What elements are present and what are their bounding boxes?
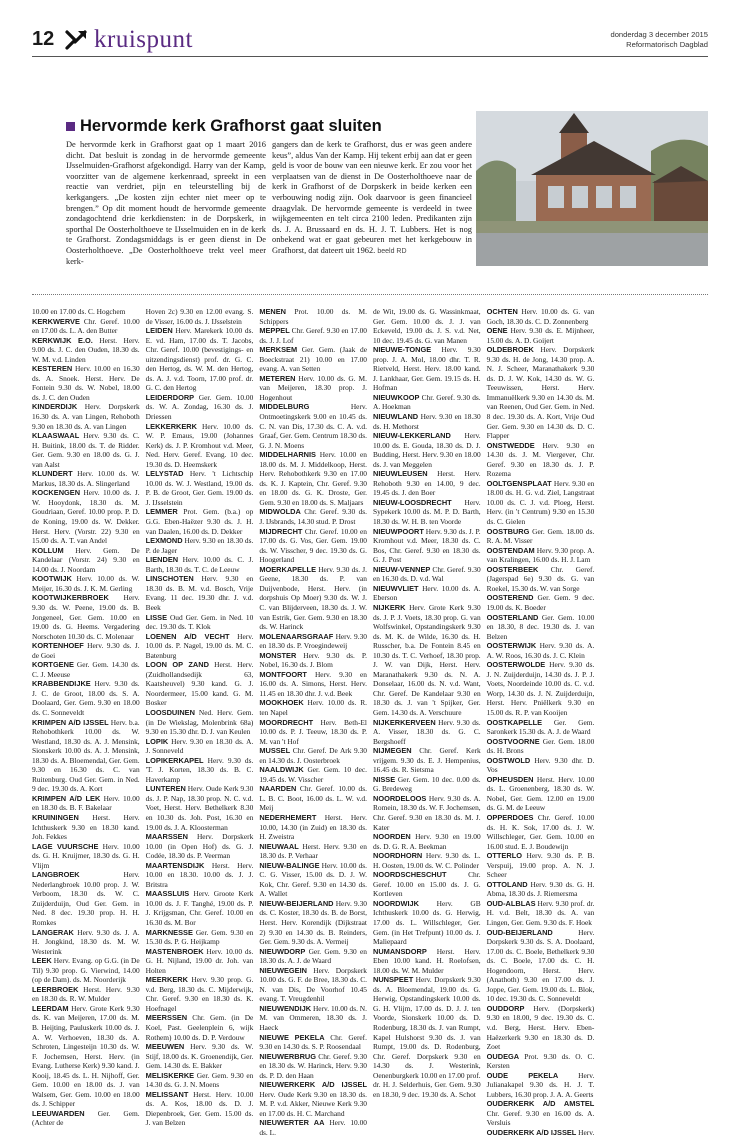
listing-entry: MOERKAPELLE Herv. 9.30 ds. J. Geene, 18.30 ds. P. van Duijvenbode, Herst. Herv. (in dorpshuis Op Moer) 9.30 ds. W. J. C. van Blijderveen, 18.30 ds. J. W. van Estrik, Ger. Gem. 9.30 en 18.30 ds. W. Harinck <box>259 564 367 632</box>
listing-place: MOORDRECHT <box>259 717 314 727</box>
listing-entry: NIEUW-LEKKERLAND Herv. 10.00 ds. E. Gouda, 18.30 ds. D. J. Budding, Herst. Herv. 9.30 en 18.00 ds. J. van Meggelen <box>372 431 481 469</box>
listing-entry: OLDEBROEK Herv. Dorpskerk 9.30 ds. H. de Jong, 14.30 prop. A. N. J. Scheer, Maranathakerk 9.30 ds. D. J. W. Kok, 14.30 ds. W. G. Teeuwissen, Herst. Herv. Immanuëlkerk 9.30 en 14.30 ds. M. van Reenen, Oud Ger. Gem. in Ned. 8 dec. 19.30 ds. A. Kort, Vrije Oud Ger. Gem. 9.30 en 14.30 ds. D. C. Flapper <box>486 345 595 441</box>
listing-entry: NOORDELOOS Herv. 9.30 ds. A. Romein, 18.30 ds. W. F. Jochemsen, Chr. Geref. 9.30 en 18.30 ds. M. J. Kater <box>372 793 481 832</box>
listing-place: NIEUW-VENNEP <box>372 564 431 574</box>
listing-place: KERKWIJK E.O. <box>32 335 93 345</box>
listing-entry: NIJMEGEN Chr. Geref. Kerk vrijgem. 9.30 ds. E. J. Hempenius, 16.45 ds. R. Sietsma <box>372 746 481 775</box>
listing-entry: NIEUW-LOOSDRECHT Herv. Sypekerk 10.00 ds. M. P. D. Barth, 18.30 ds. W. H. B. ten Voorde <box>372 497 481 527</box>
header-divider <box>32 56 708 57</box>
listing-place: KORTGENE <box>32 660 74 670</box>
church-photo <box>476 111 708 266</box>
listing-entry: OOSTENDAM Herv. 9.30 prop. A. van Kralingen, 16.00 ds. H. J. Lam <box>486 545 595 565</box>
article-title: Hervormde kerk Grafhorst gaat sluiten <box>80 117 382 135</box>
listing-place: OTTOLAND <box>486 879 528 889</box>
listing-place: MAASSLUIS <box>145 889 190 899</box>
listing-place: NIJKERK <box>372 602 406 612</box>
listing-place: NOORDHORN <box>372 851 423 861</box>
listing-place: NIEUW-BEIJERLAND <box>259 898 334 908</box>
listing-entry: LEKKERKERK Herv. 10.00 ds. W. P. Emaus, 19.00 (Johannes Kerk) ds. J. P. Kromhout v.d. Meer, Ned. Herv. Geref. Evang. 10 dec. 19.30 ds. D. Heemskerk <box>145 421 254 469</box>
article-text-1: De hervormde kerk in Grafhorst gaat op 1 maart 2016 dicht. Dat besluit is zondag in de hervormde gemeente IJsselmuiden-Grafhorst afgekondigd. Harry van der Kamp, voorzitter van de algemene kerkenraad, spreekt in een reactie van verdriet, pijn en teleurstelling bij de kerkgangers. „De kosten zijn echter niet meer op te brengen.” Op dit moment houdt de hervormde gemeente zondagochtend drie kerkdiensten: in de Dorpskerk, in sporthal De Oosterholthoeve te IJsselmuiden en in de kerk te Grafhorst. Zondagsmiddags is er geen dienst in De Oosterholthoeve. „De Oosterholthoeve trekt veel meer kerk- <box>66 140 266 266</box>
listing-entry: MIJDRECHT Chr. Geref. 10.00 en 17.00 ds. G. Vos, Ger. Gem. 19.00 ds. W. Visscher, 9 dec. 19.30 ds. G. Hoogerland <box>259 526 367 565</box>
listing-entry: KLAASWAAL Herv. 9.30 ds. C. H. Buitink, 18.00 ds. T. de Ridder. Ger. Gem. 9.30 en 18.00 ds. G. J. van Aalst <box>32 431 140 469</box>
listing-entry: LEERDAM Herv. Grote Kerk 9.30 ds. K. van Meijeren, 17.00 ds. M. B. Heijting, Pauluskerk 10.00 ds. J. A. W. Verhoeven, 18.30 ds. A. Schroten, Lingesteijn 10.30 ds. W. F. Jochemsen, Herst. Herv. (in Evang. Lutherse Kerk) 9.30 kand. J. Kooij, 18.45 ds. L. H. Nijhoff, Ger. Gem. 10.00 en 18.00 ds. J. van Walsem, Ger. Gem. 10.00 en 18.00 ds. J. Schipper <box>32 1003 140 1109</box>
listing-entry: OOSTERWOLDE Herv. 9.30 ds. J. N. Zuijderduijn, 14.30 ds. J. P. J. Voets, Noordeinde 10.00 ds. C. v.d. Worp, 14.30 ds. J. N. Zuijderduijn, Herst. Herv. Pniëlkerk 9.30 en 15.00 ds. R. P. van Kooijen <box>486 660 595 717</box>
listing-place: NIEUW-LOOSDRECHT <box>372 497 452 507</box>
listing-entry: MERKSEM Ger. Gem. (Jaak de Boeckstraat 21) 10.00 en 17.00 evang. A. van Setten <box>259 345 367 374</box>
listing-entry: MONTFOORT Herv. 9.30 en 16.00 ds. A. Simons, Herst. Herv. 11.45 en 18.30 dhr. J. v.d. Beek <box>259 669 367 698</box>
listing-entry: KRIMPEN A/D LEK Herv. 10.00 en 18.30 ds. B. F. Bakelaar <box>32 793 140 813</box>
listing-place: METEREN <box>259 373 296 383</box>
listing-place: LANGBROEK <box>32 870 80 880</box>
listing-place: MIJDRECHT <box>259 526 303 536</box>
listing-entry: MELISKERKE Ger. Gem. 9.30 en 14.30 ds. G. J. N. Moens <box>145 1070 254 1090</box>
listing-place: OOSTEREND <box>486 593 534 603</box>
listing-place: LOPIKERKAPEL <box>145 755 204 765</box>
listing-entry: NIEUWERTER AA Herv. 10.00 ds. L. <box>259 1118 367 1138</box>
listing-place: NOORDSCHESCHUT <box>372 870 447 880</box>
listing-entry: MARKNESSE Ger. Gem. 9.30 en 15.30 ds. P. G. Heijkamp <box>145 927 254 947</box>
listing-entry: OENE Herv. 9.30 ds. E. Mijnheer, 15.00 ds. A. D. Goijert <box>486 326 595 345</box>
listing-entry: KERKWIJK E.O. Herst. Herv. 9.00 ds. J. C. den Ouden, 18.30 ds. W. M. v.d. Linden <box>32 335 140 364</box>
listing-entry: KERKWERVE Chr. Geref. 10.00 en 17.00 ds. L. A. den Butter <box>32 316 140 336</box>
page-number: 12 <box>32 28 55 50</box>
listing-place: KORTENHOEF <box>32 641 84 651</box>
listing-entry: KESTEREN Herv. 10.00 en 16.30 ds. A. Snoek. Herst. Herv. De Fontein 9.30 ds. W. Nobel, 18.00 ds. J. C. den Ouden <box>32 364 140 402</box>
listing-place: LEKKERKERK <box>145 421 197 431</box>
listing-place: OOSTERWIJK <box>486 641 537 651</box>
listing-place: KERKWERVE <box>32 316 80 326</box>
listing-column-3 <box>259 307 367 1138</box>
listing-entry: NIEUW-BALINGE Herv. 10.00 ds. C. G. Visser, 15.00 ds. D. J. W. Kok, Chr. Geref. 9.30 en 14.30 ds. A. Wallet <box>259 860 367 899</box>
listing-entry: MOORDRECHT Herv. Beth-El 10.00 ds. P. J. Teeuw, 18.30 ds. P. M. van 't Hof <box>259 717 367 746</box>
listing-place: NIEUWE-TONGE <box>372 345 432 355</box>
listing-entry: NIEUWENDIJK Herv. 10.00 ds. N. M. van Ommeren, 18.30 ds. J. Haeck <box>259 1003 367 1033</box>
listing-entry: NIEUWPOORT Herv. 9.30 ds. J. P. Kromhout v.d. Meer, 18.30 ds. C. Bos, Chr. Geref. 9.30 en 18.30 ds. G. J. Post <box>372 526 481 565</box>
listing-entry: MENEN Prot. 10.00 ds. M. Schippers <box>259 307 367 326</box>
listing-place: LUNTEREN <box>145 784 186 794</box>
listing-entry: KRABBENDIJKE Herv. 9.30 ds. J. C. de Groot, 18.00 ds. S. A. Doolaard, Ger. Gem. 9.30 en 18.00 ds. C. Sonneveldt <box>32 679 140 717</box>
listing-place: OUD-BEIJERLAND <box>486 927 553 937</box>
listing-entry: KORTGENE Ger. Gem. 14.30 ds. C. J. Meeuse <box>32 660 140 679</box>
listing-entry: OOLTGENSPLAAT Herv. 9.30 en 18.00 ds. H. G. v.d. Ziel, Langstraat 10.00 ds. C. J. v.d. Ploeg, Herst. Herv. (in 't Centrum) 9.30 en 15.30 ds. C. Gielen <box>486 478 595 527</box>
listing-entry: NAARDEN Chr. Geref. 10.00 ds. L. B. C. Boot, 16.00 ds. L. W. v.d. Meij <box>259 784 367 813</box>
article-text-2 <box>272 140 472 258</box>
listing-entry: KOLLUM Herv. Gem. De Kandelaar (Vorstr. 24) 9.30 en 14.00 ds. J. Noordam <box>32 545 140 574</box>
listing-entry: OOSTERBEEK Chr. Geref. (Jagerspad 6e) 9.30 ds. G. van Roekel, 15.30 ds. W. van Sorge <box>486 564 595 593</box>
listing-place: MOOKHOEK <box>259 698 304 708</box>
listing-entry: Hoven 2c) 9.30 en 12.00 evang. S. de Visser, 16.00 ds. J. IJsselstein <box>145 307 254 326</box>
article-column-2 <box>272 140 472 258</box>
listing-place: NIEUWERBRUG <box>259 1051 316 1061</box>
listing-place: OOSTENDAM <box>486 545 535 555</box>
listing-place: NIJKERKERVEEN <box>372 717 436 727</box>
listing-entry: NIEUWVLIET Herv. 10.00 ds. A. Eberson <box>372 583 481 603</box>
listing-place: LEERDAM <box>32 1003 69 1013</box>
listing-place: ONSTWEDDE <box>486 440 535 450</box>
listing-place: MIDDELHARNIS <box>259 450 316 460</box>
listing-place: LELYSTAD <box>145 469 184 479</box>
listing-entry: NUNSPEET Herv. Dorpskerk 9.30 ds. A. Bloemendal, 19.00 ds. G. Herwig, Opstandingskerk 10.00 ds. G. H. Vlijm, 17.00 ds. D. J. J. ten Voorde, Sionskerk 10.00 ds. D. Rodenburg, 18.30 ds. J. van Rumpt, Kapel Hulshorst 9.30 ds. J. van Rumpt, 19.00 ds. D. Rodenburg, Chr. Geref. Dorpskerk 9.30 en 14.30 ds. J. Westerink, Oenenburgkerk 10.00 en 17.00 prof. dr. H. J. Selderhuis, Ger. Gem. 9.30 en 18.30, 9 dec. 19.30 ds. A. Schot <box>372 975 481 1099</box>
section-title: kruispunt <box>94 26 193 53</box>
listing-place: MAARSSEN <box>145 832 188 842</box>
listing-place: MASTENBROEK <box>145 946 204 956</box>
listing-entry: LUNTEREN Herv. Oude Kerk 9.30 ds. J. P. Nap, 18.30 prop. N. C. v.d. Voet, Herst. Herv. Bethelkerk 8.30 en 10.30 ds. Joh. Post, 16.30 en 19.00 ds. J. A. Kloosterman <box>145 784 254 832</box>
listing-entry: KOOTWIJKERBROEK Herv. 9.30 ds. W. Peene, 19.00 ds. B. Jongeneel, Ger. Gem. 10.00 en 19.00 ds. G. Heems. Vergadering Norschoten 10.30 ds. C. Molenaar <box>32 593 140 641</box>
listing-entry: NIEUWKOOP Chr. Geref. 9.30 ds. A. Hoekman <box>372 392 481 412</box>
listing-place: MEERSSEN <box>145 1013 188 1023</box>
listing-place: LOPIK <box>145 736 169 746</box>
listing-place: OTTERLO <box>486 851 522 861</box>
listing-place: KESTEREN <box>32 364 73 374</box>
listing-entry: MEPPEL Chr. Geref. 9.30 en 17.00 ds. J. J. Lof <box>259 326 367 345</box>
listing-entry: 10.00 en 17.00 ds. C. Hogchem <box>32 307 126 316</box>
listing-entry: KRUININGEN Herst. Herv. Ichthuskerk 9.30 en 18.30 kand. Joh. Fekkes <box>32 812 140 842</box>
listing-place: OLDEBROEK <box>486 345 534 355</box>
header-meta <box>610 30 708 50</box>
section-divider <box>32 294 708 295</box>
listing-place: MEEUWEN <box>145 1042 185 1052</box>
listing-entry: NISSE Ger. Gem. 10 dec. 0.00 ds. G. Bredeweg <box>372 774 481 794</box>
listing-entry: MIDDELHARNIS Herv. 10.00 en 18.00 ds. M. J. Middelkoop, Herst. Herv. Rehobothkerk 9.30 en 17.00 ds. K. J. Kaptein, Chr. Geref. 9.30 en 18.00 ds. G. K. Droste, Ger. Gem. 9.30 en 18.00 ds. S. Maljaars <box>259 450 367 507</box>
listing-place: LISSE <box>145 612 168 622</box>
listing-entry: MUSSEL Chr. Geref. De Ark 9.30 en 14.30 ds. J. Oosterbroek <box>259 746 367 765</box>
listing-entry: KLUNDERT Herv. 10.00 ds. W. Markus, 18.30 ds. A. Slingerland <box>32 469 140 488</box>
listing-place: NIEUWKOOP <box>372 392 420 402</box>
listing-place: OOSTERBEEK <box>486 564 539 574</box>
listing-entry: LANGERAK Herv. 9.30 ds. J. A. H. Jongkind, 18.30 ds. M. W. Westerink <box>32 927 140 956</box>
listing-entry: NIEUWE PEKELA Chr. Geref. 9.30 en 14.30 ds. S. P. Roosendaal <box>259 1032 367 1052</box>
listing-place: OUDDORP <box>486 1003 525 1013</box>
listing-entry: LANGBROEK Herv. Nederlangbroek 10.00 prop. J. W. Verboom, 18.30 ds. W. C. Zuijderduijn, Oud Ger. Gem. in Ned. 8 dec. 19.30 prop. H. H. Romkes <box>32 870 140 927</box>
listing-place: OOSTBURG <box>486 526 530 536</box>
listing-entry: KINDERDIJK Herv. Dorpskerk 16.30 ds. A. van Lingen, Rehoboth 9.30 en 18.30 ds. A. van Lingen <box>32 402 140 431</box>
listing-place: NIEUWENDIJK <box>259 1003 312 1013</box>
listing-place: NIEUWLEUSEN <box>372 469 428 479</box>
listing-entry: LOPIK Herv. 9.30 en 18.30 ds. A. J. Sonneveld <box>145 736 254 756</box>
listing-place: LINSCHOTEN <box>145 574 194 584</box>
listing-place: NIEUWEGEIN <box>259 965 307 975</box>
listing-entry: NOORDHORN Herv. 9.30 ds. L. H. Oosten, 19.00 ds. W. C. Polinder <box>372 851 481 870</box>
issue-date: donderdag 3 december 2015 <box>610 30 708 39</box>
listing-entry: METEREN Herv. 10.00 ds. G. M. van Meijeren, 18.30 prop. J. Hogenhout <box>259 373 367 402</box>
listing-entry: MIDWOLDA Chr. Geref. 9.30 ds. J. IJsbrands, 14.30 stud. P. Drost <box>259 507 367 527</box>
listing-place: LOOSDUINEN <box>145 707 195 717</box>
listing-place: MERKSEM <box>259 345 298 355</box>
listing-entry: OPHEUSDEN Herst. Herv. 10.00 ds. L. Groenenberg, 18.30 ds. W. Nobel, Ger. Gem. 12.00 en 19.00 ds. G. M. de Leeuw <box>486 774 595 813</box>
church-service-listing <box>32 307 708 1138</box>
listing-entry: KOCKENGEN Herv. 10.00 ds. J. W. Hooydonk, 18.30 ds. M. Goudriaan, Geref. 10.00 prop. P. D. de Koning, 19.00 ds. W. Dekker. Herst. Herv. (Vorstr. 22) 9.30 en 15.00 ds. A. T. van Andel <box>32 488 140 546</box>
listing-entry: NIJKERK Herv. Grote Kerk 9.30 ds. J. P. J. Voets, 18.30 prop. G. van Wolfswinkel, Opstandingskerk 9.30 ds. M. K. de Wilde, 16.30 ds. H. Russcher, b.a. De Fontein 8.45 en 10.30 ds. T. C. Verhoef, 18.30 prop. J. W. van Dijk, Herst. Herv. Maranathakerk 9.30 ds. N. A. Donselaar, 16.00 ds. N. v.d. Want, Chr. Geref. De Kandelaar 9.30 en 18.30 ds. J. van 't Spijker, Ger. Gem. 14.30 ds. A. Verschuure <box>372 602 481 717</box>
listing-entry: NIEUWDORP Ger. Gem. 9.30 en 18.30 ds. A. J. de Waard <box>259 946 367 966</box>
listing-entry: OOSTEREND Ger. Gem. 9 dec. 19.00 ds. K. Boeder <box>486 593 595 612</box>
listing-entry: MAASSLUIS Herv. Groote Kerk 10.00 ds. J. F. Tanghé, 19.00 ds. P. J. Krijgsman, Chr. Geref. 10.00 en 16.30 ds. M. Bor <box>145 889 254 927</box>
listing-entry: OUDEGA Prot. 9.30 ds. O. C. Kersten <box>486 1051 595 1071</box>
listing-entry: OUD-ALBLAS Herv. 9.30 prof. dr. H. v.d. Belt, 18.30 ds. A. van Lingen, Ger. Gem. 9.30 ds. F. Hoek <box>486 898 595 927</box>
listing-entry: LEXMOND Herv. 9.30 en 18.30 ds. P. de Jager <box>145 536 254 555</box>
listing-place: NISSE <box>372 774 396 784</box>
listing-place: MELISKERKE <box>145 1070 195 1080</box>
listing-entry: LOOSDUINEN Ned. Herv. Gem. (in De Wiekslag, Molenbrink 68a) 9.30 en 15.30 dhr. D. J. van Keulen <box>145 707 254 737</box>
listing-entry: NIEUWERBRUG Chr. Geref. 9.30 en 18.30 ds. W. Harinck, Herv. 9.30 ds. P. D. den Haan <box>259 1051 367 1080</box>
listing-entry: de Wit, 19.00 ds. G. Wassinkmaat, Ger. Gem. 10.00 ds. J. J. van Eckeveld, 19.00 ds. J. S. v.d. Net, 10 dec. 19.45 ds. G. van Manen <box>372 307 481 345</box>
listing-entry: MONSTER Herv. 9.30 ds. P. Nobel, 16.30 ds. J. Blom <box>259 650 367 670</box>
listing-entry: NEDERHEMERT Herst. Herv. 10.00, 14.30 (in Zuid) en 18.30 ds. H. Zweistra <box>259 812 367 842</box>
listing-entry: MIDDELBURG Herv. Ontmoetingskerk 9.00 en 10.45 ds. C. N. van Dis, 17.30 ds. C. A. v.d. Graaf, Ger. Gem. Centrum 18.30 ds. G. J. N. Moens <box>259 402 367 450</box>
listing-place: NIEUWERKERK A/D IJSSEL <box>259 1080 367 1090</box>
listing-place: MEPPEL <box>259 326 290 336</box>
listing-place: OPHEUSDEN <box>486 774 534 784</box>
listing-entry: NIEUWE-TONGE Herv. 9.30 prop. J. A. Mol, 18.00 dhr. T. R. Rietveld, Herst. Herv. 18.00 kand. J. Lankhaar, Ger. Gem. 19.15 ds. H. Hofman <box>372 345 481 393</box>
listing-entry: LEERBROEK Herst. Herv. 9.30 en 18.30 ds. R. W. Mulder <box>32 984 140 1004</box>
listing-entry: LOPIKERKAPEL Herv. 9.30 ds. 'T. J. Korten, 18.30 ds. B. C. Haverkamp <box>145 755 254 784</box>
listing-place: MIDDELBURG <box>259 402 310 412</box>
listing-entry: OUDE PEKELA Herv. Julianakapel 9.30 ds. H. J. T. Lubbers, 16.30 prop. J. A. A. Geerts <box>486 1070 595 1099</box>
listing-entry: MOLENAARSGRAAF Herv. 9.30 en 18.30 ds. P. Vroegindeweij <box>259 631 367 651</box>
listing-entry: OOSTKAPELLE Ger. Gem. Saronkerk 15.30 ds. A. J. de Waard <box>486 717 595 737</box>
listing-entry: KORTENHOEF Herv. 9.30 ds. J. de Goei <box>32 641 140 660</box>
listing-place: MOLENAARSGRAAF <box>259 631 334 641</box>
listing-place: NIEUWE PEKELA <box>259 1032 325 1042</box>
listing-place: KINDERDIJK <box>32 402 78 412</box>
listing-place: NEDERHEMERT <box>259 812 317 822</box>
listing-entry: ONSTWEDDE Herv. 9.30 en 14.30 ds. J. M. Viergever, Chr. Geref. 9.30 en 18.30 ds. J. P. Rozema <box>486 440 595 479</box>
listing-place: MOERKAPELLE <box>259 564 316 574</box>
listing-entry: OTTERLO Herv. 9.30 ds. P. B. Verspuij, 19.00 prop. A. N. J. Scheer <box>486 851 595 880</box>
listing-place: LEIDERDORP <box>145 392 195 402</box>
listing-place: NIEUWVLIET <box>372 583 419 593</box>
listing-place: LEEK <box>32 956 52 966</box>
listing-entry: NIEUWAAL Herst. Herv. 9.30 en 18.30 ds. P. Verhaar <box>259 841 367 861</box>
listing-entry: OUDERKERK A/D AMSTEL Chr. Geref. 9.30 en 16.00 ds. A. Versluis <box>486 1099 595 1128</box>
listing-entry: NIEUWERKERK A/D IJSSEL Herv. Oude Kerk 9.30 en 18.30 ds. M. P. v.d. Akker, Nieuwe Kerk 9.30 en 17.00 ds. H. C. Marchand <box>259 1080 367 1118</box>
listing-place: NOORDEN <box>372 832 411 842</box>
listing-entry: LEIDERDORP Ger. Gem. 10.00 ds. W. A. Zondag, 16.30 ds. J. Driessen <box>145 392 254 422</box>
listing-place: NAARDEN <box>259 784 297 794</box>
listing-place: KRUININGEN <box>32 812 79 822</box>
listing-entry: NIEUWLEUSEN Herst. Herv. Rehoboth 9.30 en 14.00, 9 dec. 19.45 ds. J. den Boer <box>372 469 481 498</box>
listing-entry: MOOKHOEK Herv. 10.00 ds. R. ten Napel <box>259 698 367 717</box>
listing-place: LOON OP ZAND <box>145 660 209 670</box>
listing-entry: MASTENBROEK Herv. 10.00 ds. G. H. Nijland, 19.00 dr. Joh. van Holten <box>145 946 254 975</box>
listing-place: KOOTWIJK <box>32 574 72 584</box>
listing-entry: MEERKERK Herv. 9.30 prop. G. v.d. Berg, 18.30 ds. C. Mijderwijk, Chr. Geref. 9.30 en 18.30 ds. K. Hoefnagel <box>145 975 254 1013</box>
listing-column-4 <box>373 307 481 1138</box>
listing-place: KOCKENGEN <box>32 488 81 498</box>
listing-place: OOSTKAPELLE <box>486 717 543 727</box>
listing-place: LEERBROEK <box>32 984 79 994</box>
listing-entry: OOSTVOORNE Ger. Gem. 18.00 ds. H. Brons <box>486 736 595 756</box>
listing-place: KRIMPEN A/D IJSSEL <box>32 717 109 727</box>
listing-place: NUMANSDORP <box>372 946 427 956</box>
listing-place: LEEUWARDEN <box>32 1108 85 1118</box>
listing-place: LANGERAK <box>32 927 74 937</box>
listing-entry: OUD-BEIJERLAND Herv. Dorpskerk 9.30 ds. S. A. Doolaard, 17.00 ds. C. Boele, Bethelkerk 9.30 ds. C. Boele, 17.00 ds. C. H. Hogendoorn, Herst. Herv. (Anathoth) 9.30 en 17.00 ds. J. Joppe, Ger. Gem. 19.00 ds. L. Blok, 10 dec. 19.30 ds. C. Sonneveldt <box>486 927 595 1004</box>
listing-entry: OUDERKERK A/D IJSSEL Herv. <box>486 1128 595 1138</box>
listing-entry: LEEK Herv. Evang. op G.G. (in De Til) 9.30 prop. G. Vierwind, 14.00 (op de Dam). ds. M. Noorderijk <box>32 956 140 985</box>
listing-place: OUDEGA <box>486 1051 520 1061</box>
listing-column-6 <box>600 307 708 1138</box>
listing-place: NIJMEGEN <box>372 746 412 756</box>
listing-entry: MEEUWEN Herv. 9.30 ds. W. Stijf, 18.00 ds. K. Groenendijk, Ger. Gem. 14.30 ds. E. Bakker <box>145 1042 254 1071</box>
listing-entry: LAGE VUURSCHE Herv. 10.00 ds. G. H. Kruijmer, 18.30 ds. G. H. Vlijm <box>32 841 140 870</box>
photo-credit: beeld RD <box>377 247 407 255</box>
listing-place: NIEUWPOORT <box>372 526 424 536</box>
listing-entry: LEMMER Prot. Gem. (b.a.) op G.G. Eben-Haëzer 9.30 ds. J. H. van Daalen, 16.00 ds. D. Dekker <box>145 507 254 536</box>
listing-place: NIEUWDORP <box>259 946 306 956</box>
listing-entry: MAARTENSDIJK Herst. Herv. 10.00 en 18.30. 10.00 ds. J. J. Britstra <box>145 860 254 889</box>
listing-entry: NIJKERKERVEEN Herv. 9.30 ds. A. Visser, 18.30 ds. G. C. Bergshoeff <box>372 717 481 746</box>
page-header <box>32 26 708 52</box>
listing-place: NIEUWERTER AA <box>259 1118 325 1128</box>
listing-entry: KOOTWIJK Herv. 10.00 ds. W. Meijer, 16.30 ds. J. K. M. Gerling <box>32 574 140 593</box>
listing-place: MUSSEL <box>259 746 291 756</box>
listing-place: LEIDEN <box>145 326 173 336</box>
listing-entry: LELYSTAD Herv. 't Lichtschip 10.00 ds. W. J. Westland, 19.00 ds. P. B. de Groot, Ger. Gem. 19.00 ds. J. IJsselstein <box>145 469 254 507</box>
listing-entry: LEIDEN Herv. Marekerk 10.00 ds. E. vd. Ham, 17.00 ds. T. Jacobs, Chr. Geref. 10.00 (bevestigings- en uitzendingsdienst) prof. dr. G. C. den Hertog, ds. W. M. den Hertog, ds. A. J. v.d. Toorn, 17.00 prof. dr. G. C. den Hertog <box>145 326 254 393</box>
article-column-1 <box>66 140 266 267</box>
listing-entry: OOSTWOLD Herv. 9.30 dhr. D. Vos <box>486 755 595 775</box>
listing-place: KRIMPEN A/D LEK <box>32 793 101 803</box>
listing-place: MONSTER <box>259 650 297 660</box>
listing-entry: OTTOLAND Herv. 9.30 ds. G. H. Abma, 18.30 ds. J. Riemersma <box>486 879 595 899</box>
listing-place: OENE <box>486 326 508 336</box>
listing-entry: KRIMPEN A/D IJSSEL Herv. b.a. Rehobothkerk 10.00 ds. W. Westland, 18.30 ds. A. J. Mensink, Sionskerk 10.00 ds. A. J. Mensink, 18.30 ds. A. Bloemendal, Ger. Gem. 9.30 en 16.30 ds. C. van Ruitenburg. Oud Ger. Gem. in Ned. 9 dec. 19.30 ds. A. Kort <box>32 717 140 794</box>
listing-entry: LISSE Oud Ger. Gem. in Ned. 10 dec. 19.30 ds. T. Klok <box>145 612 254 632</box>
listing-column-1 <box>32 307 140 1138</box>
publication-name: Reformatorisch Dagblad <box>626 40 708 49</box>
listing-entry: NIEUW-BEIJERLAND Herv. 9.30 ds. C. Koster, 18.30 ds. B. de Borst, Herst. Herv. Korendijk (Dijkstraat 2) 9.30 en 14.30 ds. B. Reinders, Ger. Gem. 9.30 ds. A. Vermeij <box>259 898 367 947</box>
listing-place: OUDE PEKELA <box>486 1070 559 1080</box>
listing-place: MENEN <box>259 307 287 316</box>
listing-place: MARKNESSE <box>145 927 193 937</box>
listing-entry: OOSTERLAND Ger. Gem. 10.00 en 18.30, 8 dec. 19.30 ds. J. van Belzen <box>486 612 595 641</box>
listing-place: KRABBENDIJKE <box>32 679 91 689</box>
listing-place: NOORDWIJK <box>372 898 419 908</box>
listing-entry: LINSCHOTEN Herv. 9.30 en 18.30 ds. B. M. v.d. Bosch, Vrije Evang. 11 dec. 19.30 dhr. J. v.d. Beek <box>145 574 254 612</box>
listing-place: LAGE VUURSCHE <box>32 841 99 851</box>
listing-entry: OCHTEN Herv. 10.00 ds. G. van Goch, 18.30 ds. C. D. Zonnenberg <box>486 307 595 326</box>
listing-entry: NIEUWLAND Herv. 9.30 en 18.30 ds. H. Methorst <box>372 412 481 431</box>
listing-column-2 <box>146 307 254 1138</box>
listing-place: KLUNDERT <box>32 469 73 479</box>
listing-entry: OOSTBURG Ger. Gem. 18.00 ds. R. A. M. Visser <box>486 526 595 546</box>
listing-place: NIEUW-BALINGE <box>259 860 320 870</box>
title-bullet <box>66 122 75 131</box>
listing-entry: NUMANSDORP Herst. Herv. Eben 10.00 kand. H. Roelofsen, 18.00 ds. W. M. Mulder <box>372 946 481 975</box>
listing-place: NOORDELOOS <box>372 793 427 803</box>
listing-place: OOSTWOLD <box>486 755 531 765</box>
listing-place: OOSTERLAND <box>486 612 539 622</box>
listing-place: KOOTWIJKERBROEK <box>32 593 109 603</box>
listing-entry: LOENEN A/D VECHT Herv. 10.00 ds. P. Nagel, 19.00 ds. M. C. Batenburg <box>145 631 254 660</box>
listing-entry: LIENDEN Herv. 10.00 ds. C. J. Barth, 18.30 ds. T. C. de Leeuw <box>145 555 254 574</box>
listing-place: LIENDEN <box>145 555 179 565</box>
listing-entry: OOSTERWIJK Herv. 9.30 ds. A. A. W. Roos, 16.30 ds. J. C. Klein <box>486 641 595 660</box>
listing-entry: OPPERDOES Chr. Geref. 10.00 ds. H. K. Sok, 17.00 ds. J. W. Willschleger, Ger. Gem. 10.00 en 16.00 stud. E. J. Boudewijn <box>486 812 595 851</box>
cross-arrow-icon <box>65 29 87 51</box>
listing-entry: NOORDWIJK Herv. GB Ichthuskerk 10.00 ds. G. Herwig, 17.00 ds. L. Willschleger, Ger. Gem. (in Het Trefpunt) 10.00 ds. J. Maliepaard <box>372 898 481 947</box>
listing-entry: MELISSANT Herst. Herv. 10.00 ds. A. Kos, 18.00 ds. D. J. Diepenbroek, Ger. Gem. 15.00 ds. J. van Belzen <box>145 1089 254 1128</box>
listing-place: NAALDWIJK <box>259 765 304 775</box>
listing-place: OCHTEN <box>486 307 518 316</box>
listing-place: MELISSANT <box>145 1089 189 1099</box>
listing-place: LOENEN A/D VECHT <box>145 631 230 641</box>
listing-place: OUD-ALBLAS <box>486 898 536 908</box>
listing-entry: NIEUW-VENNEP Chr. Geref. 9.30 en 16.30 ds. D. v.d. Wal <box>372 564 481 584</box>
listing-place: NIEUWAAL <box>259 841 299 851</box>
listing-entry: NOORDEN Herv. 9.30 en 19.00 ds. D. G. R. A. Beekman <box>372 832 481 851</box>
listing-place: OOLTGENSPLAAT <box>486 478 552 488</box>
listing-place: OPPERDOES <box>486 812 534 822</box>
listing-entry: LEEUWARDEN Ger. Gem. (Achter de <box>32 1108 140 1128</box>
listing-entry: LOON OP ZAND Herst. Herv. (Zuidhollandsedijk 63, Kaatsheuvel) 9.30 kand. G. J. Noordermeer, 15.00 kand. G. M. Bosker <box>145 660 254 708</box>
listing-place: MAARTENSDIJK <box>145 860 205 870</box>
listing-place: KLAASWAAL <box>32 431 80 441</box>
listing-entry: MEERSSEN Chr. Gem. (in De Koel, Past. Geelenplein 6, wijk Rothem) 10.00 ds. D. P. Verdouw <box>145 1013 254 1042</box>
listing-entry: MAARSSEN Herv. Dorpskerk 10.00 (in Open Hof) ds. G. J. Codée, 18.30 ds. P. Veerman <box>145 832 254 861</box>
article-text-2-body: gangers dan de kerk te Grafhorst, dus er was geen andere keus”, aldus Van der Kamp. Hij tekent erbij aan dat er geen geld is voor de bouw van een nieuwe kerk. Er zou voor het verplaatsen van de dienst in De Oosterholthoeve naar de kerk in Grafhorst of de Dorpskerk in beide kerken een verbouwing nodig zijn. Ook daarvoor is geen financieel draagvlak. De hervormde gemeente is verdeeld in twee wijkgemeenten en telt circa 2100 leden. Predikanten zijn ds. J. A. Brussaard en ds. H. J. T. Lubbers. Het is nog onbekend wat er gaat gebeuren met het kerkgebouw in Grafhorst, dat dateert uit 1962. <box>272 140 472 255</box>
listing-entry: OUDDORP Herv. (Dorpskerk) 9.30 en 18.00, 9 dec. 19.30 ds. C. v.d. Berg, Herst. Herv. Eben-Haëzerkerk 9.30 en 18.30 ds. D. Zoet <box>486 1003 595 1052</box>
listing-place: OUDERKERK A/D IJSSEL <box>486 1128 577 1138</box>
listing-place: MIDWOLDA <box>259 507 301 517</box>
listing-column-5 <box>487 307 595 1138</box>
listing-place: MEERKERK <box>145 975 188 985</box>
listing-entry: NAALDWIJK Ger. Gem. 10 dec. 19.45 ds. W. Visscher <box>259 765 367 784</box>
listing-place: OOSTERWOLDE <box>486 660 546 670</box>
listing-entry: NOORDSCHESCHUT Chr. Geref. 10.00 en 15.00 ds. J. G. Kortleven <box>372 870 481 899</box>
listing-place: MONTFOORT <box>259 669 307 679</box>
listing-place: KOLLUM <box>32 545 64 555</box>
listing-place: NIEUW-LEKKERLAND <box>372 431 451 441</box>
listing-entry: NIEUWEGEIN Herv. Dorpskerk 10.00 ds. G. F. de Bree, 18.30 ds. C. N. van Dis, De Voorhof 10.45 evang. T. Vreugdenhil <box>259 965 367 1004</box>
listing-place: NIEUWLAND <box>372 412 419 422</box>
listing-place: NUNSPEET <box>372 975 414 985</box>
listing-place: OOSTVOORNE <box>486 736 540 746</box>
listing-place: OUDERKERK A/D AMSTEL <box>486 1099 595 1109</box>
listing-place: LEXMOND <box>145 536 183 546</box>
listing-place: LEMMER <box>145 507 178 517</box>
